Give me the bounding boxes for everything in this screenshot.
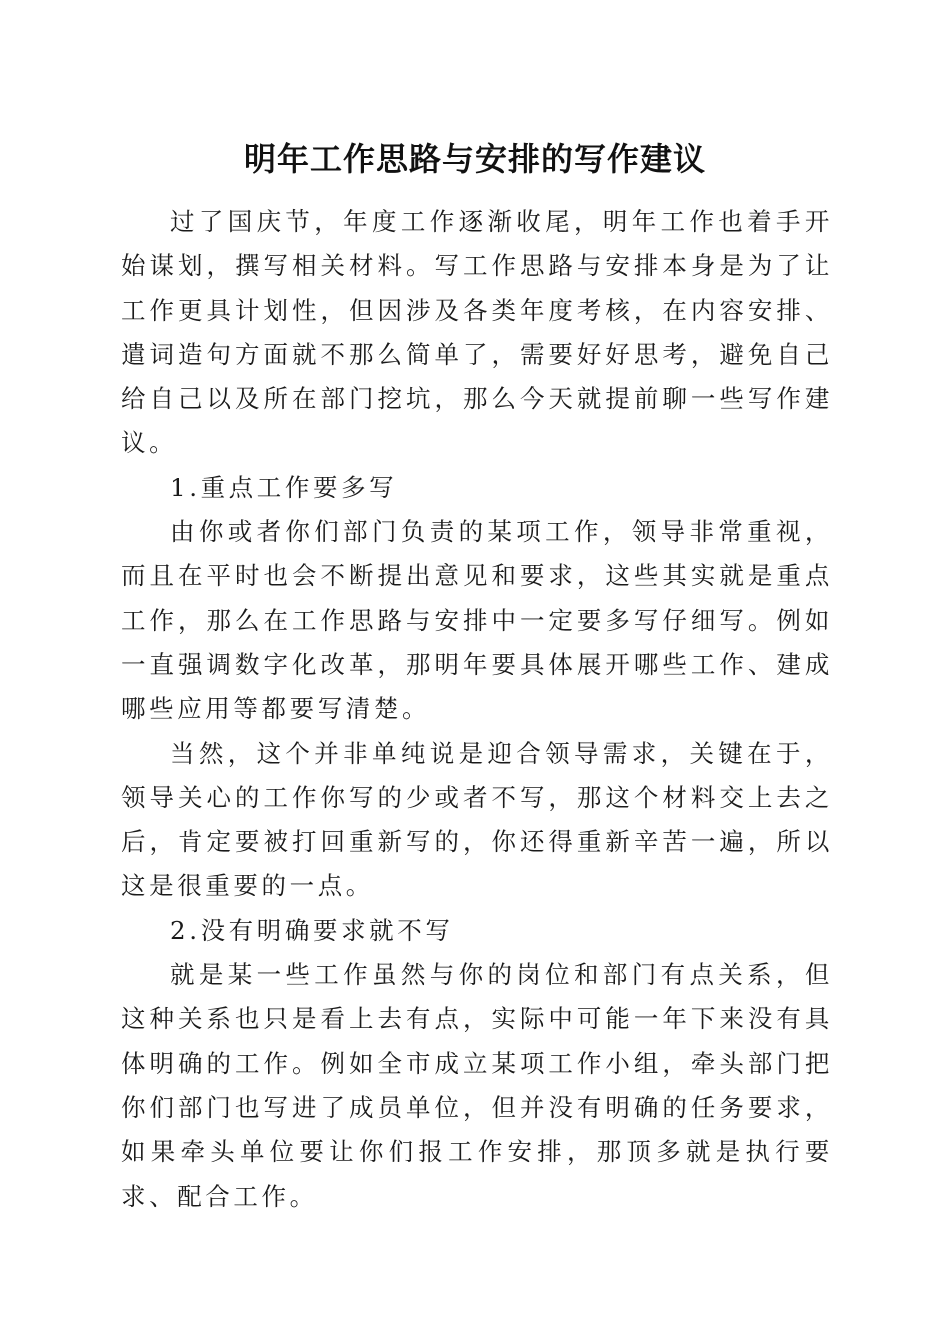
section-1-paragraph-1: 由你或者你们部门负责的某项工作，领导非常重视，而且在平时也会不断提出意见和要求，这些其实就是重点工作，那么在工作思路与安排中一定要多写仔细写。例如一直强调数字化改革，那明年要具体展开哪些工作、建成哪些应用等都要写清楚。 [121, 517, 833, 724]
document-title: 明年工作思路与安排的写作建议 [243, 140, 706, 178]
section-2-paragraph-1: 就是某一些工作虽然与你的岗位和部门有点关系，但这种关系也只是看上去有点，实际中可能一年下来没有具体明确的工作。例如全市成立某项工作小组，牵头部门把你们部门也写进了成员单位，但并没有明确的任务要求，如果牵头单位要让你们报工作安排，那顶多就是执行要求、配合工作。 [121, 960, 833, 1211]
section-1-paragraph-2: 当然，这个并非单纯说是迎合领导需求，关键在于，领导关心的工作你写的少或者不写，那这个材料交上去之后，肯定要被打回重新写的，你还得重新辛苦一遍，所以这是很重要的一点。 [121, 738, 833, 901]
section-heading-1: 1.重点工作要多写 [170, 472, 398, 502]
section-heading-2: 2.没有明确要求就不写 [170, 915, 454, 945]
intro-paragraph: 过了国庆节，年度工作逐渐收尾，明年工作也着手开始谋划，撰写相关材料。写工作思路与安排本身是为了让工作更具计划性，但因涉及各类年度考核，在内容安排、遣词造句方面就不那么简单了，需要好好思考，避免自己给自己以及所在部门挖坑，那么今天就提前聊一些写作建议。 [121, 207, 833, 458]
document-body [121, 200, 833, 1219]
